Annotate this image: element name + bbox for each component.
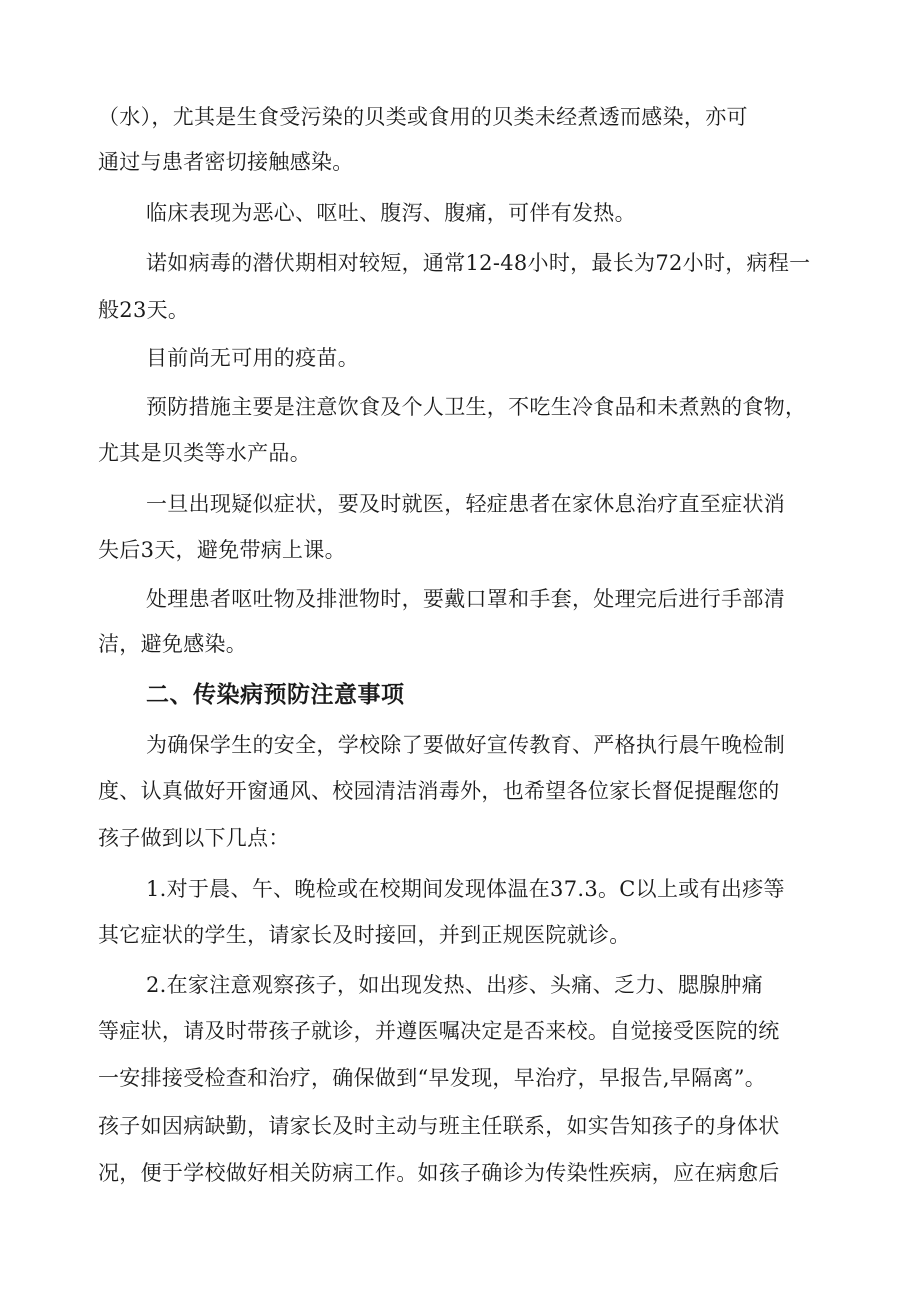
text-line: 通过与患者密切接触感染。: [98, 150, 354, 174]
text-line: 般23天。: [98, 298, 190, 322]
text-line: 其它症状的学生，请家长及时接回，并到正规医院就诊。: [98, 923, 631, 947]
text-line: 度、认真做好开窗通风、校园清洁消毒外，也希望各位家长督促提醒您的: [98, 779, 780, 803]
text-line: 况，便于学校做好相关防病工作。如孩子确诊为传染性疾病，应在病愈后: [98, 1161, 780, 1185]
text-line: 孩子如因病缺勤，请家长及时主动与班主任联系，如实告知孩子的身体状: [98, 1114, 780, 1138]
text-line: 孩子做到以下几点：: [98, 826, 290, 850]
text-line: 为确保学生的安全，学校除了要做好宣传教育、严格执行晨午晚检制: [146, 733, 785, 757]
list-item-1: 1.对于晨、午、晚检或在校期间发现体温在37.3。C以上或有出疹等: [146, 877, 785, 901]
text-line: （水），尤其是生食受污染的贝类或食用的贝类未经煮透而感染，亦可: [98, 105, 748, 129]
text-line: 处理患者呕吐物及排泄物时，要戴口罩和手套，处理完后进行手部清: [146, 587, 785, 611]
text-line: 诺如病毒的潜伏期相对较短，通常12-48小时，最长为72小时，病程一: [146, 251, 811, 275]
text-line: 尤其是贝类等水产品。: [98, 441, 311, 465]
text-line: 一安排接受检查和治疗，确保做到“早发现，早治疗，早报告,早隔离”。: [98, 1066, 767, 1090]
text-line: 一旦出现疑似症状，要及时就医，轻症患者在家休息治疗直至症状消: [146, 492, 785, 516]
text-line: 临床表现为恶心、呕吐、腹泻、腹痛，可伴有发热。: [146, 201, 636, 225]
text-line: 目前尚无可用的疫苗。: [146, 346, 359, 370]
text-line: 等症状，请及时带孩子就诊，并遵医嘱决定是否来校。自觉接受医院的统: [98, 1019, 780, 1043]
list-item-2: 2.在家注意观察孩子，如出现发热、出疹、头痛、乏力、腮腺肿痛: [146, 973, 764, 997]
text-line: 预防措施主要是注意饮食及个人卫生，不吃生冷食品和未煮熟的食物，: [146, 395, 807, 419]
text-line: 失后3天，避免带病上课。: [98, 538, 346, 562]
section-heading: 二、传染病预防注意事项: [146, 682, 405, 708]
text-line: 洁，避免感染。: [98, 632, 248, 656]
